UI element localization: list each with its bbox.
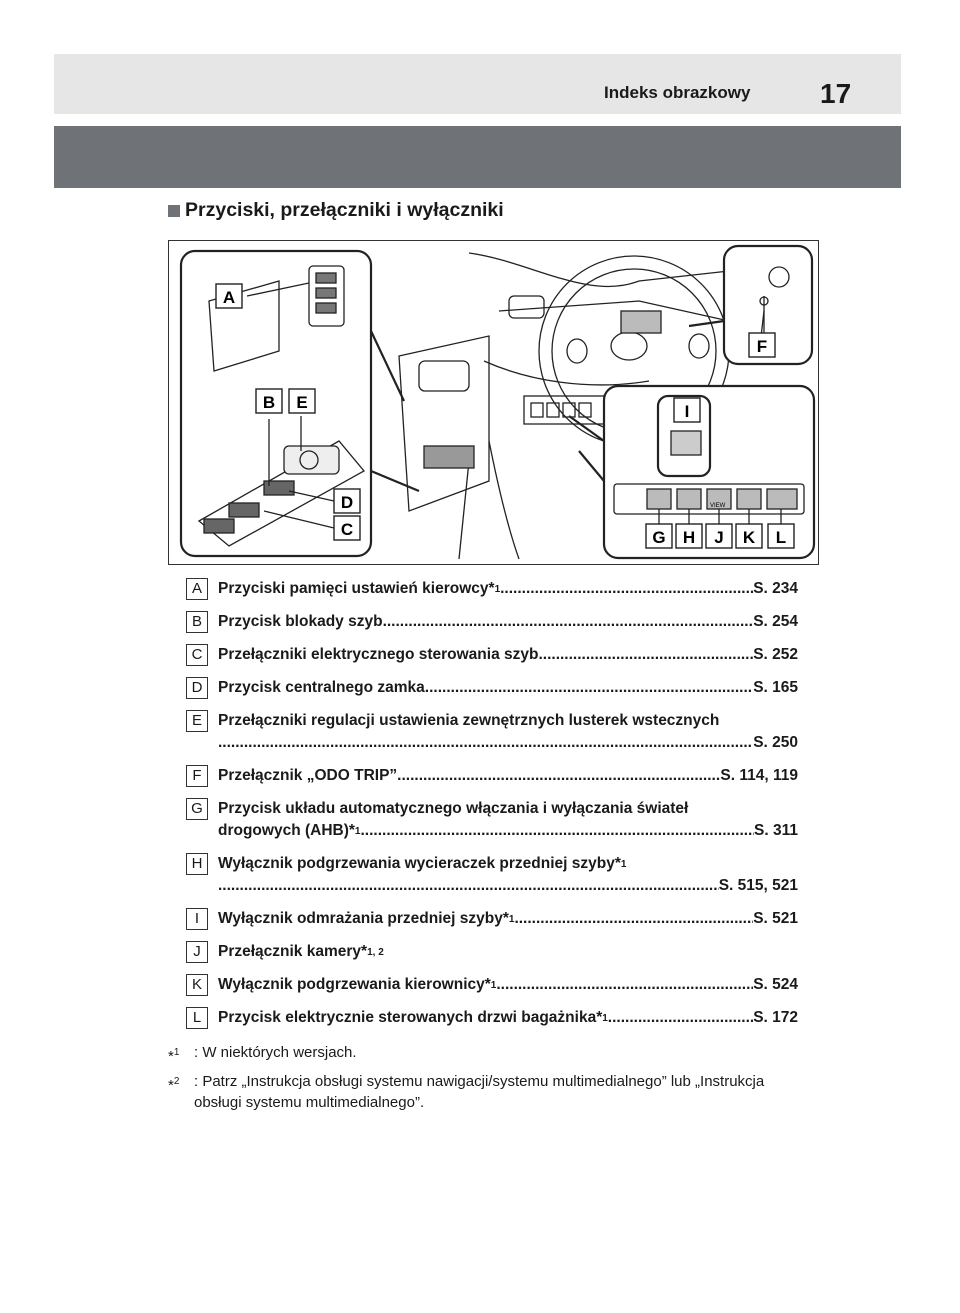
callout-c: C [340, 520, 354, 539]
dash-line [484, 361, 649, 385]
console-button [579, 403, 591, 417]
memory-button [316, 288, 336, 298]
item-letter-badge: L [186, 1007, 208, 1029]
list-item [186, 1007, 798, 1029]
leader-dots [218, 877, 719, 895]
item-superscript: 1 [494, 583, 501, 595]
section-title-text: Przyciski, przełączniki i wyłączniki [185, 199, 504, 221]
list-item [186, 710, 798, 754]
zoom-line [579, 451, 604, 481]
item-superscript: 1 [602, 1012, 608, 1024]
wiper-deicer-button [677, 489, 701, 509]
footnote-number: 2 [173, 1076, 180, 1087]
page-reference[interactable]: S. 165 [753, 679, 798, 696]
footnote-asterisk: * [168, 1048, 174, 1065]
callout-i: I [684, 402, 690, 421]
item-text: Wyłącznik odmrażania przedniej szyby* [218, 910, 509, 927]
page-reference[interactable]: S. 250 [753, 734, 798, 751]
window-switch-small [424, 446, 474, 468]
item-letter-badge: A [186, 578, 208, 600]
page-number: 17 [820, 78, 852, 109]
item-line [218, 1007, 798, 1029]
item-line [218, 644, 798, 666]
item-line [218, 974, 798, 996]
item-letter-badge: F [186, 765, 208, 787]
list-item [186, 578, 798, 600]
item-letter-badge: C [186, 644, 208, 666]
footnote-mark [168, 1071, 179, 1096]
footnote-text: : W niektórych wersjach. [194, 1044, 357, 1061]
item-letter-badge: J [186, 941, 208, 963]
list-item [186, 974, 798, 996]
list-item [186, 798, 798, 842]
footnote-asterisk: * [168, 1077, 174, 1094]
page-reference[interactable]: S. 515, 521 [718, 877, 798, 894]
leader-dots [538, 646, 753, 664]
item-letter-badge: E [186, 710, 208, 732]
item-letter-badge: H [186, 853, 208, 875]
center-console-buttons [524, 396, 604, 424]
list-item [186, 644, 798, 666]
callout-j: J [714, 528, 724, 547]
steering-heater-button [737, 489, 761, 509]
item-line [218, 677, 798, 699]
item-letter-badge: G [186, 798, 208, 820]
page-reference[interactable]: S. 254 [753, 613, 798, 630]
dashboard-illustration [168, 240, 819, 565]
callout-a: A [222, 288, 236, 307]
list-item [186, 677, 798, 699]
item-text: Wyłącznik podgrzewania wycieraczek przedniej szyby* [218, 855, 621, 872]
callout-e: E [296, 393, 308, 412]
wheel-control-right [689, 334, 709, 358]
defrost-button [671, 431, 701, 455]
item-list [186, 578, 798, 1029]
footnote [168, 1071, 808, 1113]
item-letter-badge: K [186, 974, 208, 996]
item-line [218, 941, 798, 963]
item-line [218, 732, 798, 754]
zoom-line [569, 416, 604, 441]
footnotes [168, 1042, 808, 1121]
item-text: Przełącznik kamery* [218, 943, 368, 960]
zoom-line [371, 471, 419, 491]
item-text: Przełączniki regulacji ustawienia zewnętrznych lusterek wstecznych [218, 712, 720, 729]
item-text: Przełączniki elektrycznego sterowania szyb [218, 646, 539, 663]
item-text: Przycisk elektrycznie sterowanych drzwi bagażnika* [218, 1009, 603, 1026]
window-switch [204, 519, 234, 533]
leader-dots [496, 976, 753, 994]
item-line [218, 765, 798, 787]
list-item [186, 941, 798, 963]
page-reference[interactable]: S. 311 [754, 822, 798, 839]
dash-line [459, 461, 469, 559]
footnote-number: 1 [173, 1047, 180, 1058]
footnote-mark [168, 1042, 179, 1067]
leader-dots [218, 734, 753, 752]
item-superscript: 1 [354, 825, 361, 837]
console-button [531, 403, 543, 417]
item-superscript: 1 [490, 979, 497, 991]
memory-button [316, 303, 336, 313]
list-item [186, 765, 798, 787]
item-text: Przycisk centralnego zamka [218, 679, 425, 696]
item-line [218, 710, 798, 732]
leader-dots [608, 1009, 753, 1027]
footnote [168, 1042, 808, 1063]
footnote-text: : Patrz „Instrukcja obsługi systemu nawigacji/systemu multimedialnego” lub „Instrukcja obsługi systemu multimedialnego”. [194, 1073, 765, 1111]
callout-f: F [756, 337, 768, 356]
list-item [186, 853, 798, 897]
power-door-button [767, 489, 797, 509]
square-bullet-icon [168, 205, 180, 217]
item-line [218, 611, 798, 633]
item-superscript: 1, 2 [367, 946, 384, 958]
callout-d: D [340, 493, 354, 512]
callout-l: L [775, 528, 787, 547]
door-panel [399, 336, 489, 511]
page-reference[interactable]: S. 114, 119 [720, 767, 798, 784]
wheel-control-left [567, 339, 587, 363]
dash-line [469, 253, 729, 287]
page-reference[interactable]: S. 234 [753, 580, 798, 597]
item-letter-badge: D [186, 677, 208, 699]
leader-dots [500, 580, 753, 598]
leader-dots [425, 679, 753, 697]
memory-button [316, 273, 336, 283]
item-text: drogowych (AHB)* [218, 822, 355, 839]
item-superscript: 1 [620, 858, 627, 870]
leader-dots [514, 910, 753, 928]
callout-k: K [742, 528, 756, 547]
item-line [218, 908, 798, 930]
item-line [218, 853, 798, 875]
zoom-line [689, 321, 724, 326]
item-line [218, 820, 798, 842]
instrument-display [621, 311, 661, 333]
illustration-svg [169, 241, 820, 566]
callout-h: H [682, 528, 696, 547]
list-item [186, 611, 798, 633]
door-handle [419, 361, 469, 391]
item-text: Przyciski pamięci ustawień kierowcy* [218, 580, 495, 597]
dash-line [489, 441, 519, 559]
list-item [186, 908, 798, 930]
header-band [54, 54, 901, 114]
leader-dots [383, 613, 754, 631]
callout-b: B [262, 393, 276, 412]
page-reference[interactable]: S. 252 [753, 646, 798, 663]
ahb-button [647, 489, 671, 509]
item-line [218, 798, 798, 820]
item-text: Przełącznik „ODO TRIP” [218, 767, 398, 784]
header-title: Indeks obrazkowy [604, 83, 751, 102]
section-title [168, 199, 504, 222]
item-superscript: 1 [508, 913, 515, 925]
view-button-label: VIEW [710, 503, 726, 509]
mirror-switch [284, 446, 339, 474]
item-text: Przycisk blokady szyb [218, 613, 383, 630]
steering-hub [611, 332, 647, 360]
item-letter-badge: I [186, 908, 208, 930]
callout-g: G [652, 528, 666, 547]
item-line [218, 578, 798, 600]
air-vent [509, 296, 544, 318]
item-text: Przycisk układu automatycznego włączania i wyłączania świateł [218, 800, 689, 817]
leader-dots [360, 822, 754, 840]
leader-dots [397, 767, 720, 785]
item-line [218, 875, 798, 897]
window-switch [229, 503, 259, 517]
item-text: Wyłącznik podgrzewania kierownicy* [218, 976, 491, 993]
section-band [54, 126, 901, 188]
item-letter-badge: B [186, 611, 208, 633]
page-reference[interactable]: S. 172 [753, 1009, 798, 1026]
console-button [547, 403, 559, 417]
page-reference[interactable]: S. 524 [753, 976, 798, 993]
page-reference[interactable]: S. 521 [753, 910, 798, 927]
